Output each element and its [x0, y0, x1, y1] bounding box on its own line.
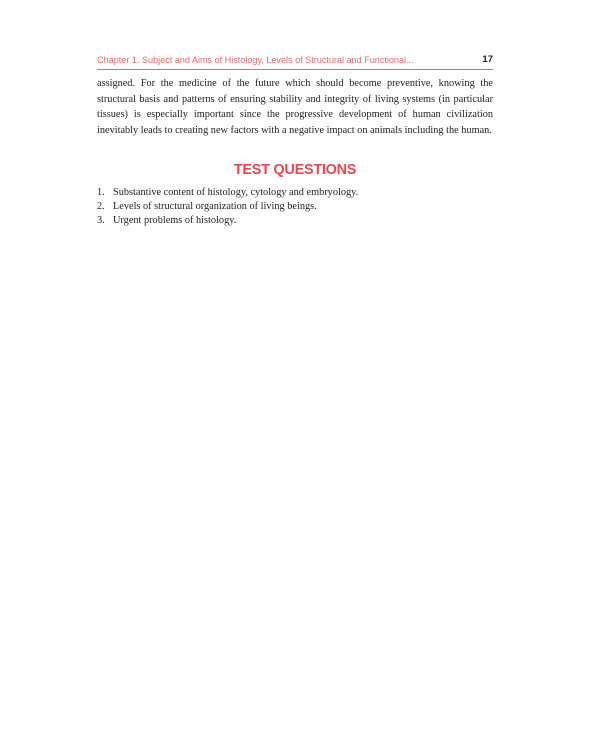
- question-number: 1.: [97, 187, 105, 198]
- question-text: Levels of structural organization of living beings.: [113, 201, 317, 212]
- running-header: [97, 53, 493, 67]
- question-number: 2.: [97, 201, 105, 212]
- question-item: [97, 200, 493, 214]
- test-questions-list: [97, 186, 493, 228]
- section-title: TEST QUESTIONS: [233, 162, 357, 178]
- running-title: Chapter 1. Subject and Aims of Histology, Levels of Structural and Functional...: [97, 55, 414, 65]
- page-number: 17: [482, 54, 493, 65]
- question-text: Substantive content of histology, cytology and embryology.: [113, 187, 359, 198]
- question-item: [97, 186, 493, 200]
- question-text: Urgent problems of histology.: [113, 215, 237, 226]
- body-paragraph: assigned. For the medicine of the future which should become preventive, knowing the structural basis and patterns of ensuring stability and integrity of living systems (in particular tissues) is especially important since the progressive development of human civilization inevitably leads to creating new factors with a negative impact on animals including the human.: [97, 78, 493, 136]
- question-number: 3.: [97, 215, 105, 226]
- header-divider: [97, 69, 493, 70]
- question-item: [97, 214, 493, 228]
